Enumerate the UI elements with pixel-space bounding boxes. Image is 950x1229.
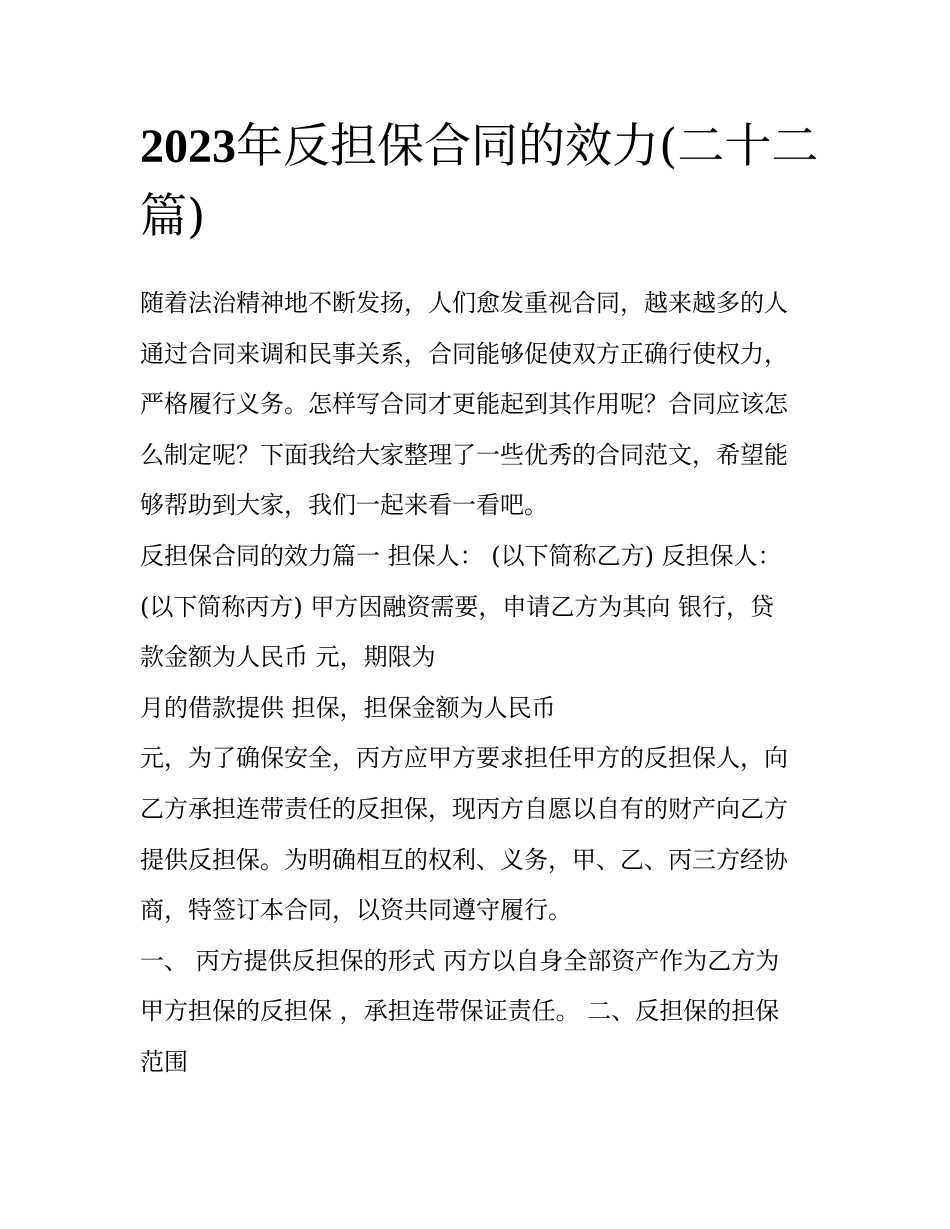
body-line: 款金额为人民币 元，期限为 <box>140 643 436 672</box>
body-line: 乙方承担连带责任的反担保，现丙方自愿以自有的财产向乙方 <box>140 794 788 823</box>
body-line: 反担保合同的效力篇一 担保人： (以下简称乙方) 反担保人： <box>140 541 782 570</box>
body-line: 商，特签订本合同，以资共同遵守履行。 <box>140 896 572 925</box>
body-line: 月的借款提供 担保，担保金额为人民币 <box>140 693 556 722</box>
body-line: 随着法治精神地不断发扬，人们愈发重视合同，越来越多的人 <box>140 289 788 317</box>
body-line: (以下简称丙方) 甲方因融资需要，申请乙方为其向 银行，贷 <box>140 592 774 621</box>
body-line: 通过合同来调和民事关系，合同能够促使双方正确行使权力， <box>140 339 788 368</box>
body-line: 够帮助到大家，我们一起来看一看吧。 <box>140 491 548 520</box>
body-line: 元，为了确保安全，丙方应甲方要求担任甲方的反担保人，向 <box>140 744 788 773</box>
body-line: 么制定呢？下面我给大家整理了一些优秀的合同范文，希望能 <box>140 440 788 469</box>
document-body <box>140 278 820 1088</box>
body-line: 甲方担保的反担保 ，承担连带保证责任。 二、反担保的担保 <box>140 997 780 1026</box>
body-line: 严格履行义务。怎样写合同才更能起到其作用呢？合同应该怎 <box>140 390 788 419</box>
body-line: 范围 <box>140 1047 188 1076</box>
document-title <box>140 112 820 252</box>
title-year: 2023 <box>140 120 236 173</box>
body-line: 一、 丙方提供反担保的形式 丙方以自身全部资产作为乙方为 <box>140 946 780 975</box>
title-text: 年反担保合同的效力(二十二篇) <box>140 119 819 244</box>
body-line: 提供反担保。为明确相互的权利、义务，甲、乙、丙三方经协 <box>140 845 788 874</box>
